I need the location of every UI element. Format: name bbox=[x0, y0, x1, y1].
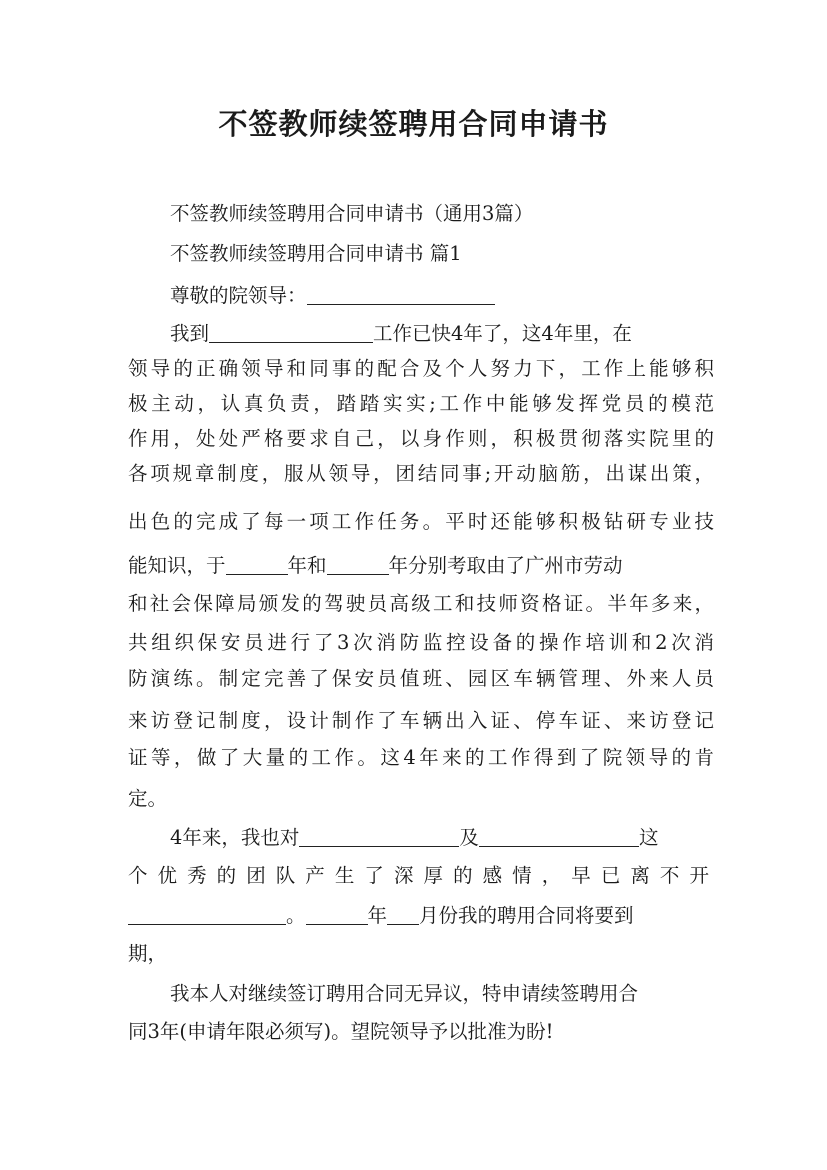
p1-text: 年分别考取由了广州市劳动 bbox=[388, 554, 623, 577]
unit-blank-2 bbox=[479, 826, 639, 847]
document-subtitle: 不签教师续签聘用合同申请书（通用3篇） bbox=[170, 202, 534, 225]
p1-line-1 bbox=[170, 318, 714, 346]
p2-text: 月份我的聘用合同将要到 bbox=[419, 904, 634, 927]
document-title: 不签教师续签聘用合同申请书 bbox=[218, 107, 609, 141]
p1-text: 年和 bbox=[287, 554, 327, 577]
p1-line-3: 极主动，认真负责，踏踏实实;工作中能够发挥党员的模范 bbox=[128, 392, 714, 415]
p2-text: 及 bbox=[459, 826, 479, 849]
p1-line-4: 作用，处处严格要求自己，以身作则，积极贯彻落实院里的 bbox=[128, 427, 714, 450]
salutation bbox=[170, 280, 714, 308]
p2-text: 这 bbox=[638, 826, 659, 849]
p1-line-2: 领导的正确领导和同事的配合及个人努力下，工作上能够积 bbox=[128, 357, 714, 380]
expiry-month-blank bbox=[387, 904, 419, 925]
p1-line-9: 共组织保安员进行了3次消防监控设备的操作培训和2次消 bbox=[128, 631, 714, 654]
p2-line-2: 个优秀的团队产生了深厚的感情，早已离不开 bbox=[128, 864, 714, 887]
p1-text: 工作已快4年了，这4年里，在 bbox=[373, 322, 632, 345]
expiry-year-blank bbox=[306, 904, 368, 925]
p1-line-13: 定。 bbox=[128, 787, 168, 810]
p1-line-12: 证等，做了大量的工作。这4年来的工作得到了院领导的肯 bbox=[128, 746, 714, 769]
p2-line-3 bbox=[128, 900, 714, 928]
addressee-blank bbox=[307, 284, 495, 305]
p3-line-1: 我本人对继续签订聘用合同无异议，特申请续签聘用合 bbox=[170, 982, 639, 1005]
p2-line-4: 期， bbox=[128, 942, 168, 965]
p1-line-6: 出色的完成了每一项工作任务。平时还能够积极钻研专业技 bbox=[128, 510, 714, 533]
p1-line-8: 和社会保障局颁发的驾驶员高级工和技师资格证。半年多来， bbox=[128, 592, 714, 615]
p2-line-1 bbox=[170, 822, 714, 850]
p1-line-7 bbox=[128, 550, 714, 578]
p2-text: 。 bbox=[286, 904, 306, 927]
p2-text: 年 bbox=[367, 904, 388, 927]
p1-line-5: 各项规章制度，服从领导，团结同事;开动脑筋，出谋出策， bbox=[128, 462, 714, 485]
p1-text: 我到 bbox=[170, 322, 210, 345]
p1-text: 能知识，于 bbox=[128, 554, 226, 577]
year-blank-1 bbox=[226, 554, 288, 575]
p1-line-10: 防演练。制定完善了保安员值班、园区车辆管理、外来人员 bbox=[128, 667, 714, 690]
team-blank bbox=[128, 904, 286, 925]
workplace-blank bbox=[209, 322, 373, 343]
part-heading: 不签教师续签聘用合同申请书 篇1 bbox=[170, 242, 462, 265]
year-blank-2 bbox=[327, 554, 389, 575]
p2-text: 4年来，我也对 bbox=[170, 826, 300, 849]
unit-blank-1 bbox=[299, 826, 459, 847]
p3-line-2: 同3年(申请年限必须写)。望院领导予以批准为盼! bbox=[128, 1020, 554, 1043]
salutation-text: 尊敬的院领导： bbox=[170, 284, 307, 307]
p1-line-11: 来访登记制度，设计制作了车辆出入证、停车证、来访登记 bbox=[128, 709, 714, 732]
